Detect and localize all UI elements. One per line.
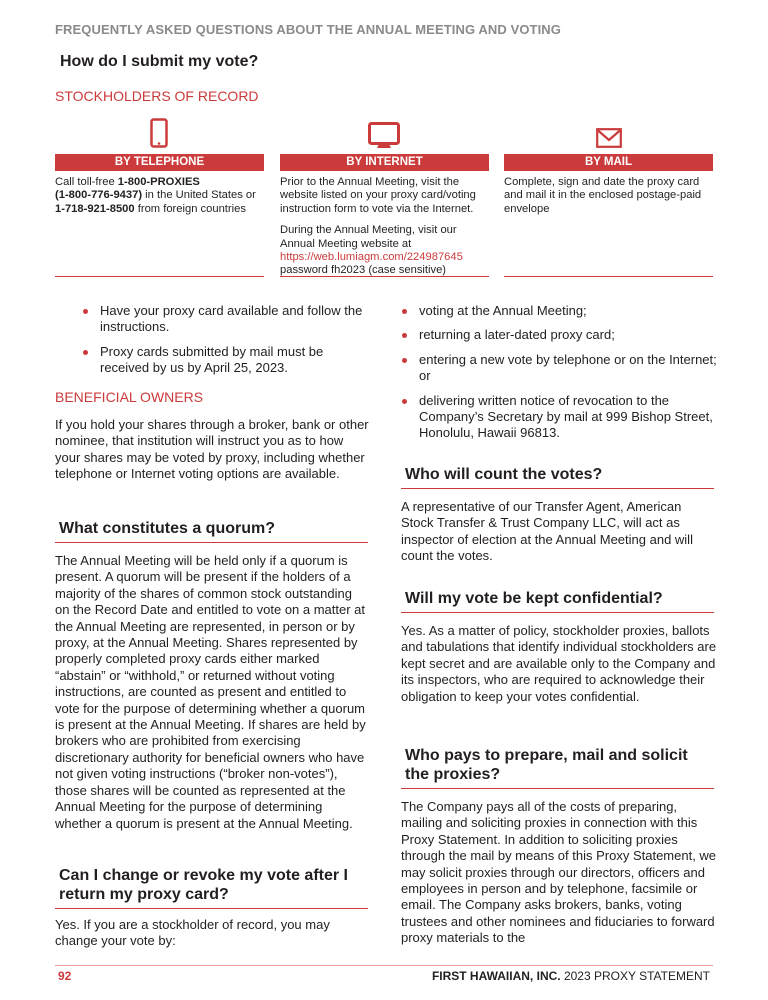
internet-column xyxy=(280,154,489,278)
proxy-cost-heading: Who pays to prepare, mail and solicit the proxies? xyxy=(401,746,714,789)
right-bullet-list xyxy=(374,303,717,450)
quorum-heading: What constitutes a quorum? xyxy=(55,520,368,543)
divider xyxy=(504,276,713,277)
list-item: delivering written notice of revocation to the Company’s Secretary by mail at 999 Bishop Street, Honolulu, Hawaii 96813. xyxy=(374,393,717,442)
telephone-text: Call toll-free 1-800-PROXIES (1-800-776-9437) in the United States or 1-718-921-8500 from foreign countries xyxy=(55,176,256,215)
envelope-icon xyxy=(596,128,622,148)
list-item: Have your proxy card available and follow the instructions. xyxy=(55,303,368,336)
page-header: FREQUENTLY ASKED QUESTIONS ABOUT THE ANNUAL MEETING AND VOTING xyxy=(55,22,562,37)
by-internet-header: BY INTERNET xyxy=(280,154,489,171)
meeting-website-link[interactable]: https://web.lumiagm.com/224987645 xyxy=(280,251,463,264)
count-votes-heading: Who will count the votes? xyxy=(401,466,714,489)
proxy-cost-text: The Company pays all of the costs of preparing, mailing and soliciting proxies in connection with this Proxy Statement. In addition to soliciting proxies through the mail by means of this Proxy Statement, we may solicit proxies through our directors, officers and employees in person and by telephone, facsimile or email. The Company asks brokers, banks, voting trustees and other nominees and fiduciaries to forward proxy materials to the xyxy=(401,799,717,946)
left-bullet-list xyxy=(55,303,368,385)
by-telephone-header: BY TELEPHONE xyxy=(55,154,264,171)
divider xyxy=(280,276,489,277)
mail-column xyxy=(504,154,713,216)
page-number: 92 xyxy=(58,969,72,983)
divider xyxy=(55,276,264,277)
submit-vote-heading: How do I submit my vote? xyxy=(60,53,259,70)
beneficial-owners-text: If you hold your shares through a broker, bank or other nominee, that institution will instruct you as to how your shares may be voted by proxy, including whether telephone or Internet voting options are available. xyxy=(55,417,369,482)
list-item: entering a new vote by telephone or on the Internet; or xyxy=(374,352,717,385)
footer-title: FIRST HAWAIIAN, INC. 2023 PROXY STATEMENT xyxy=(431,969,710,983)
confidential-text: Yes. As a matter of policy, stockholder proxies, ballots and tabulations that identify individual stockholders are kept secret and are available only to the Company and its inspectors, who are required to acknowledge their obligation to keep your votes confidential. xyxy=(401,623,717,704)
change-vote-heading: Can I change or revoke my vote after I return my proxy card? xyxy=(55,866,368,909)
phone-icon xyxy=(150,118,168,148)
internet-meeting-text: During the Annual Meeting, visit our Annual Meeting website at https://web.lumiagm.com/224987645 password fh2023 (case sensitive) xyxy=(280,224,463,277)
internet-text: Prior to the Annual Meeting, visit the website listed on your proxy card/voting instruction form to vote via the Internet. xyxy=(280,176,476,215)
change-vote-text: Yes. If you are a stockholder of record, you may change your vote by: xyxy=(55,917,330,949)
quorum-text: The Annual Meeting will be held only if a quorum is present. A quorum will be present if the holders of a majority of the shares of common stock outstanding on the Record Date and entitled to vote on a matter at the Annual Meeting are represented, in person or by proxy, at the Annual Meeting. Shares represented by properly completed proxy cards either marked “abstain” or “withhold,” or returned without voting instructions, are counted as present and entitled to vote for the purpose of determining whether a quorum is present at the Annual Meeting. If shares are held by brokers who are prohibited from exercising discretionary authority for beneficial owners who have not given voting instructions (“broker non-votes”), those shares will be counted as represented at the Annual Meeting for the purpose of determining whether a quorum is present at the Annual Meeting. xyxy=(55,553,366,831)
confidential-heading: Will my vote be kept confidential? xyxy=(401,590,714,613)
by-mail-header: BY MAIL xyxy=(504,154,713,171)
beneficial-owners-label: BENEFICIAL OWNERS xyxy=(55,389,204,405)
list-item: Proxy cards submitted by mail must be received by us by April 25, 2023. xyxy=(55,344,368,377)
telephone-column xyxy=(55,154,264,216)
list-item: returning a later-dated proxy card; xyxy=(374,327,717,343)
count-votes-text: A representative of our Transfer Agent, American Stock Transfer & Trust Company LLC, will act as inspector of election at the Annual Meeting and will count the votes. xyxy=(401,499,693,564)
footer-divider xyxy=(55,965,713,966)
list-item: voting at the Annual Meeting; xyxy=(374,303,717,319)
mail-text: Complete, sign and date the proxy card and mail it in the enclosed postage-paid envelope xyxy=(504,176,702,215)
stockholders-of-record-label: STOCKHOLDERS OF RECORD xyxy=(55,88,259,104)
monitor-icon xyxy=(368,122,400,149)
